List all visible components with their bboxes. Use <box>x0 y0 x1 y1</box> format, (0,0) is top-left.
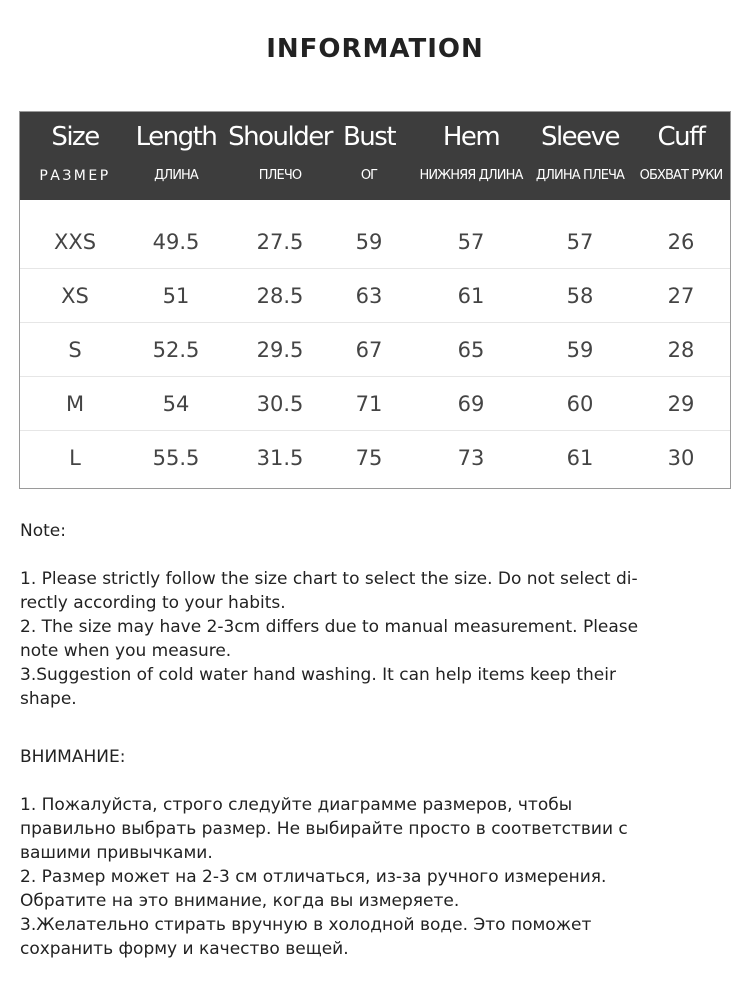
hem-cell: 69 <box>457 392 485 416</box>
note-line: Обратите на это внимание, когда вы измеряете. <box>20 891 460 911</box>
column-header-label: Cuff <box>657 122 705 152</box>
note-line: rectly according to your habits. <box>20 593 286 613</box>
bust-cell: 75 <box>355 446 383 470</box>
cuff-cell: 26 <box>667 230 695 254</box>
note-line: сохранить форму и качество вещей. <box>20 939 349 959</box>
sleeve-cell: 58 <box>566 284 594 308</box>
length-cell: 49.5 <box>152 230 200 254</box>
note-line: 2. The size may have 2-3cm differs due to manual measurement. Please <box>20 617 639 637</box>
note-line: правильно выбрать размер. Не выбирайте просто в соответствии с <box>20 819 628 839</box>
notes-russian <box>20 745 720 961</box>
length-cell: 52.5 <box>152 338 200 362</box>
column-header-label: Length <box>135 122 217 152</box>
column-header-label: Shoulder <box>228 122 332 152</box>
note-line: 3.Suggestion of cold water hand washing. It can help items keep their <box>20 665 616 685</box>
note-line: note when you measure. <box>20 641 232 661</box>
notes-heading: ВНИМАНИЕ: <box>20 747 126 767</box>
note-line: 1. Please strictly follow the size chart to select the size. Do not select di- <box>20 569 638 589</box>
table-row <box>20 431 730 485</box>
shoulder-cell: 28.5 <box>256 284 304 308</box>
length-cell: 55.5 <box>152 446 200 470</box>
note-line: 1. Пожалуйста, строго следуйте диаграмме размеров, чтобы <box>20 795 573 815</box>
size-cell: XS <box>61 284 89 308</box>
sleeve-cell: 57 <box>566 230 594 254</box>
cuff-cell: 27 <box>667 284 695 308</box>
column-header-label: Sleeve <box>540 122 620 152</box>
cuff-cell: 28 <box>667 338 695 362</box>
size-cell: S <box>68 338 82 362</box>
column-header-sublabel: НИЖНЯЯ ДЛИНА <box>419 168 523 183</box>
shoulder-cell: 29.5 <box>256 338 304 362</box>
column-header-sublabel: ПЛЕЧО <box>258 168 302 183</box>
column-header-sleeve <box>530 112 630 200</box>
hem-cell: 57 <box>457 230 485 254</box>
shoulder-cell: 31.5 <box>256 446 304 470</box>
sleeve-cell: 61 <box>566 446 594 470</box>
size-cell: XXS <box>53 230 97 254</box>
shoulder-cell: 27.5 <box>256 230 304 254</box>
table-row <box>20 323 730 377</box>
note-line: вашими привычками. <box>20 843 213 863</box>
bust-cell: 63 <box>355 284 383 308</box>
sleeve-cell: 59 <box>566 338 594 362</box>
table-row <box>20 377 730 431</box>
bust-cell: 71 <box>355 392 383 416</box>
column-header-shoulder <box>220 112 340 200</box>
column-header-sublabel: РАЗМЕР <box>39 168 111 184</box>
table-header <box>20 112 730 200</box>
note-line: 3.Желательно стирать вручную в холодной воде. Это поможет <box>20 915 592 935</box>
shoulder-cell: 30.5 <box>256 392 304 416</box>
table-row <box>20 269 730 323</box>
size-chart-table <box>19 111 731 489</box>
column-header-label: Size <box>51 122 99 152</box>
sleeve-cell: 60 <box>566 392 594 416</box>
notes-english <box>20 519 720 711</box>
column-header-length <box>126 112 226 200</box>
length-cell: 51 <box>162 284 190 308</box>
bust-cell: 67 <box>355 338 383 362</box>
column-header-sublabel: ДЛИНА ПЛЕЧА <box>535 168 625 183</box>
note-line: 2. Размер может на 2-3 см отличаться, из-за ручного измерения. <box>20 867 607 887</box>
column-header-cuff <box>633 112 729 200</box>
length-cell: 54 <box>162 392 190 416</box>
column-header-hem <box>416 112 526 200</box>
cuff-cell: 29 <box>667 392 695 416</box>
column-header-label: Bust <box>342 122 396 152</box>
table-row <box>20 215 730 269</box>
hem-cell: 61 <box>457 284 485 308</box>
page-title: INFORMATION <box>266 34 484 64</box>
notes-heading: Note: <box>20 521 66 541</box>
note-line: shape. <box>20 689 77 709</box>
column-header-sublabel: ДЛИНА <box>154 168 198 183</box>
column-header-label: Hem <box>442 122 500 152</box>
size-cell: M <box>65 392 85 416</box>
column-header-bust <box>325 112 413 200</box>
bust-cell: 59 <box>355 230 383 254</box>
column-header-sublabel: ОГ <box>360 168 378 183</box>
column-header-sublabel: ОБХВАТ РУКИ <box>639 168 723 183</box>
cuff-cell: 30 <box>667 446 695 470</box>
column-header-size <box>20 112 130 200</box>
hem-cell: 65 <box>457 338 485 362</box>
size-cell: L <box>69 446 81 470</box>
hem-cell: 73 <box>457 446 485 470</box>
